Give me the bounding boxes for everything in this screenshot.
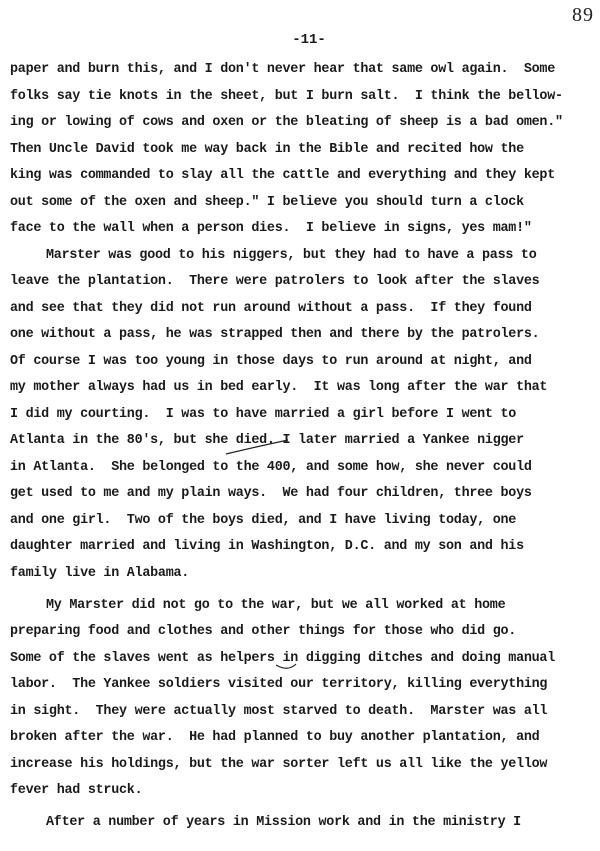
text-line: daughter married and living in Washington, D.C. and my son and his	[10, 539, 524, 554]
text-line: Some of the slaves went as helpers in digging ditches and doing manual	[10, 651, 555, 666]
text-line: broken after the war. He had planned to buy another plantation, and	[10, 730, 540, 745]
paragraph-start-line: My Marster did not go to the war, but we all worked at home	[46, 598, 506, 613]
page-header: -11-	[292, 32, 326, 48]
text-line: fever had struck.	[10, 783, 143, 798]
page-number: 89	[572, 4, 594, 26]
text-line: preparing food and clothes and other things for those who did go.	[10, 624, 517, 639]
text-line: paper and burn this, and I don't never hear that same owl again. Some	[10, 62, 555, 77]
text-line: increase his holdings, but the war sorter left us all like the yellow	[10, 757, 548, 772]
text-line: king was commanded to slay all the cattle and everything and they kept	[10, 168, 555, 183]
text-line: get used to me and my plain ways. We had four children, three boys	[10, 486, 532, 501]
text-line: leave the plantation. There were patrolers to look after the slaves	[10, 274, 540, 289]
text-line: face to the wall when a person dies. I believe in signs, yes mam!"	[10, 221, 532, 236]
text-line: folks say tie knots in the sheet, but I burn salt. I think the bellow-	[10, 89, 563, 104]
text-line: family live in Alabama.	[10, 566, 190, 581]
text-line: in Atlanta. She belonged to the 400, and some how, she never could	[10, 460, 532, 475]
text-line: and one girl. Two of the boys died, and I have living today, one	[10, 513, 517, 528]
text-line: I did my courting. I was to have married a girl before I went to	[10, 407, 517, 422]
text-line: labor. The Yankee soldiers visited our territory, killing everything	[10, 677, 548, 692]
text-line: and see that they did not run around without a pass. If they found	[10, 301, 532, 316]
text-line: ing or lowing of cows and oxen or the bleating of sheep is a bad omen."	[10, 115, 563, 130]
paragraph-start-line: Marster was good to his niggers, but they had to have a pass to	[46, 248, 537, 263]
text-line: my mother always had us in bed early. It was long after the war that	[10, 380, 548, 395]
text-line: Then Uncle David took me way back in the Bible and recited how the	[10, 142, 524, 157]
text-line: one without a pass, he was strapped then and there by the patrolers.	[10, 327, 540, 342]
text-line: out some of the oxen and sheep." I believe you should turn a clock	[10, 195, 524, 210]
text-line: Atlanta in the 80's, but she died. I later married a Yankee nigger	[10, 433, 524, 448]
text-line: Of course I was too young in those days to run around at night, and	[10, 354, 532, 369]
text-line: in sight. They were actually most starved to death. Marster was all	[10, 704, 548, 719]
paragraph-start-line: After a number of years in Mission work and in the ministry I	[46, 815, 521, 830]
